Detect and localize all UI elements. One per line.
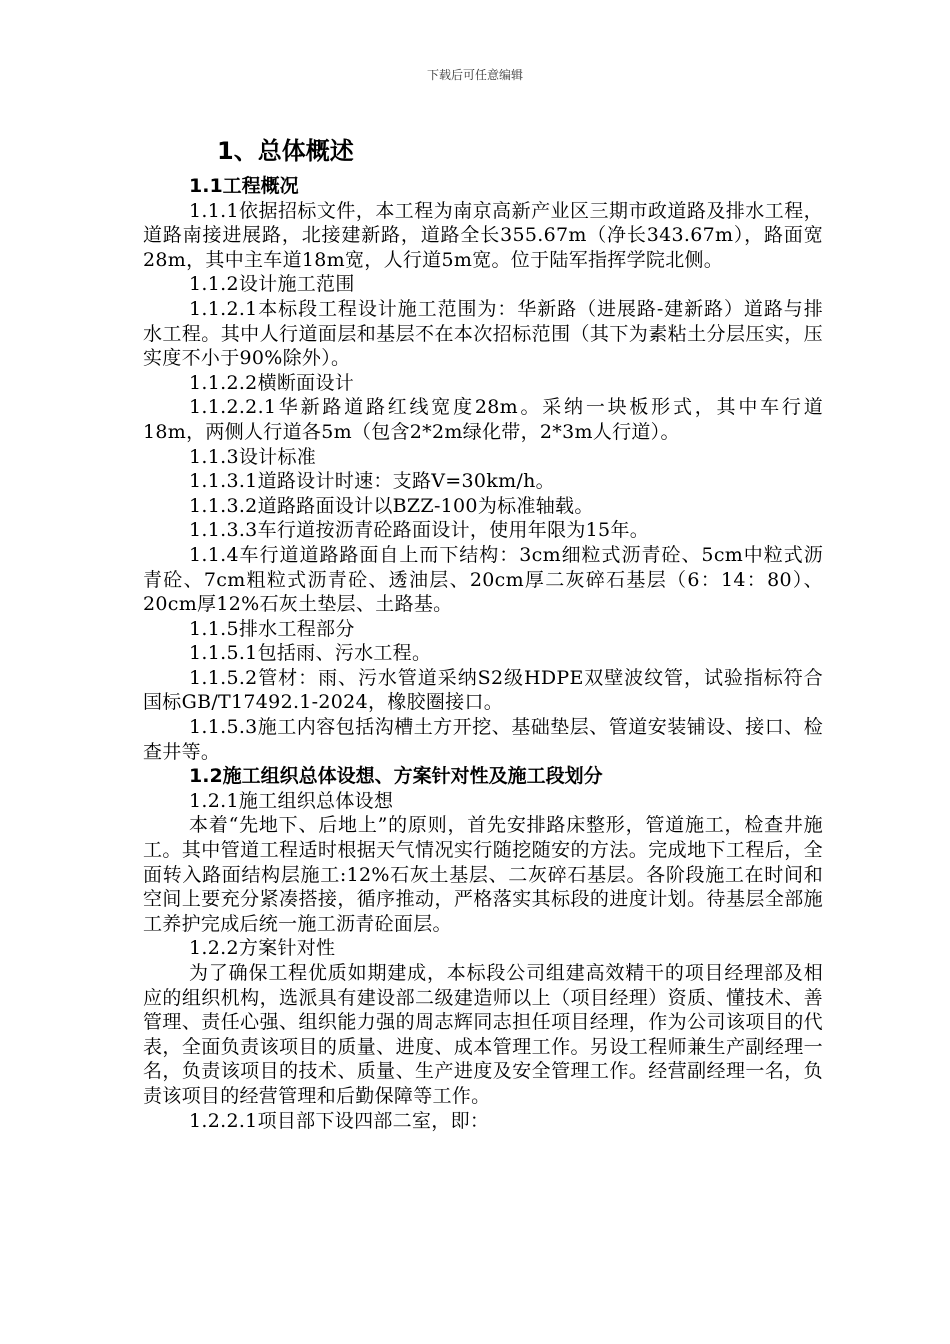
- paragraph: 1.1.2设计施工范围: [189, 273, 355, 296]
- paragraph: 1.2.2.1项目部下设四部二室，即：: [189, 1109, 490, 1132]
- paragraph: 1.1.3.2道路路面设计以BZZ-100为标准轴载。: [189, 494, 594, 517]
- paragraph: 本着“先地下、后地上”的原则，首先安排路床整形，管道施工，检查井施工。其中管道工程适时根据天气情况实行随挖随安的方法。完成地下工程后，全面转入路面结构层施工:12%石灰土基层、二灰碎石基层。各阶段施工在时间和空间上要充分紧凑搭接，循序推动，严格落实其标段的进度计划。待基层全部施工养护完成后统一施工沥青砼面层。: [143, 814, 823, 935]
- document-title: 1、总体概述: [217, 137, 354, 165]
- paragraph: 1.1.2.1本标段工程设计施工范围为：华新路（进展路-建新路）道路与排水工程。其中人行道面层和基层不在本次招标范围（其下为素粘土分层压实，压实度不小于90%除外）。: [143, 297, 823, 370]
- paragraph: 1.1.3设计标准: [189, 445, 317, 468]
- paragraph: 1.1.3.1道路设计时速：支路V=30km/h。: [189, 470, 555, 493]
- paragraph: 1.1.3.3车行道按沥青砼路面设计，使用年限为15年。: [189, 519, 650, 542]
- paragraph: 为了确保工程优质如期建成，本标段公司组建高效精干的项目经理部及相应的组织机构，选派具有建设部二级建造师以上（项目经理）资质、懂技术、善管理、责任心强、组织能力强的周志辉同志担任项目经理，作为公司该项目的代表，全面负责该项目的质量、进度、成本管理工作。另设工程师兼生产副经理一名，负责该项目的技术、质量、生产进度及安全管理工作。经营副经理一名，负责该项目的经营管理和后勤保障等工作。: [143, 962, 823, 1107]
- paragraph: 1.1.5.1包括雨、污水工程。: [189, 642, 432, 665]
- paragraph: 1.1.2.2.1华新路道路红线宽度28m。采纳一块板形式，其中车行道18m，两侧人行道各5m（包含2*2m绿化带，2*3m人行道）。: [143, 396, 823, 443]
- paragraph: 1.2.2方案针对性: [189, 937, 336, 960]
- section-heading: 1.2施工组织总体设想、方案针对性及施工段划分: [189, 765, 603, 788]
- paragraph: 1.1.5排水工程部分: [189, 617, 355, 640]
- page-header-note: 下载后可任意编辑: [426, 68, 523, 82]
- paragraph: 1.1.1依据招标文件，本工程为南京高新产业区三期市政道路及排水工程，道路南接进展路，北接建新路，道路全长355.67m（净长343.67m），路面宽28m，其中主车道18m宽，人行道5m宽。位于陆军指挥学院北侧。: [143, 199, 823, 271]
- paragraph: 1.1.5.3施工内容包括沟槽土方开挖、基础垫层、管道安装铺设、接口、检查井等。: [143, 716, 823, 763]
- paragraph: 1.2.1施工组织总体设想: [189, 789, 394, 812]
- paragraph: 1.1.5.2管材：雨、污水管道采纳S2级HDPE双壁波纹管，试验指标符合国标GB/T17492.1-2024，橡胶圈接口。: [143, 666, 823, 714]
- paragraph: 1.1.2.2横断面设计: [189, 371, 355, 394]
- document-sections: [143, 174, 823, 1133]
- section-heading: 1.1工程概况: [189, 175, 299, 197]
- document-body: [143, 134, 823, 1133]
- paragraph: 1.1.4车行道道路路面自上而下结构：3cm细粒式沥青砼、5cm中粒式沥青砼、7cm粗粒式沥青砼、透油层、20cm厚二灰碎石基层（6：14：80）、20cm厚12%石灰土垫层、土路基。: [143, 543, 823, 616]
